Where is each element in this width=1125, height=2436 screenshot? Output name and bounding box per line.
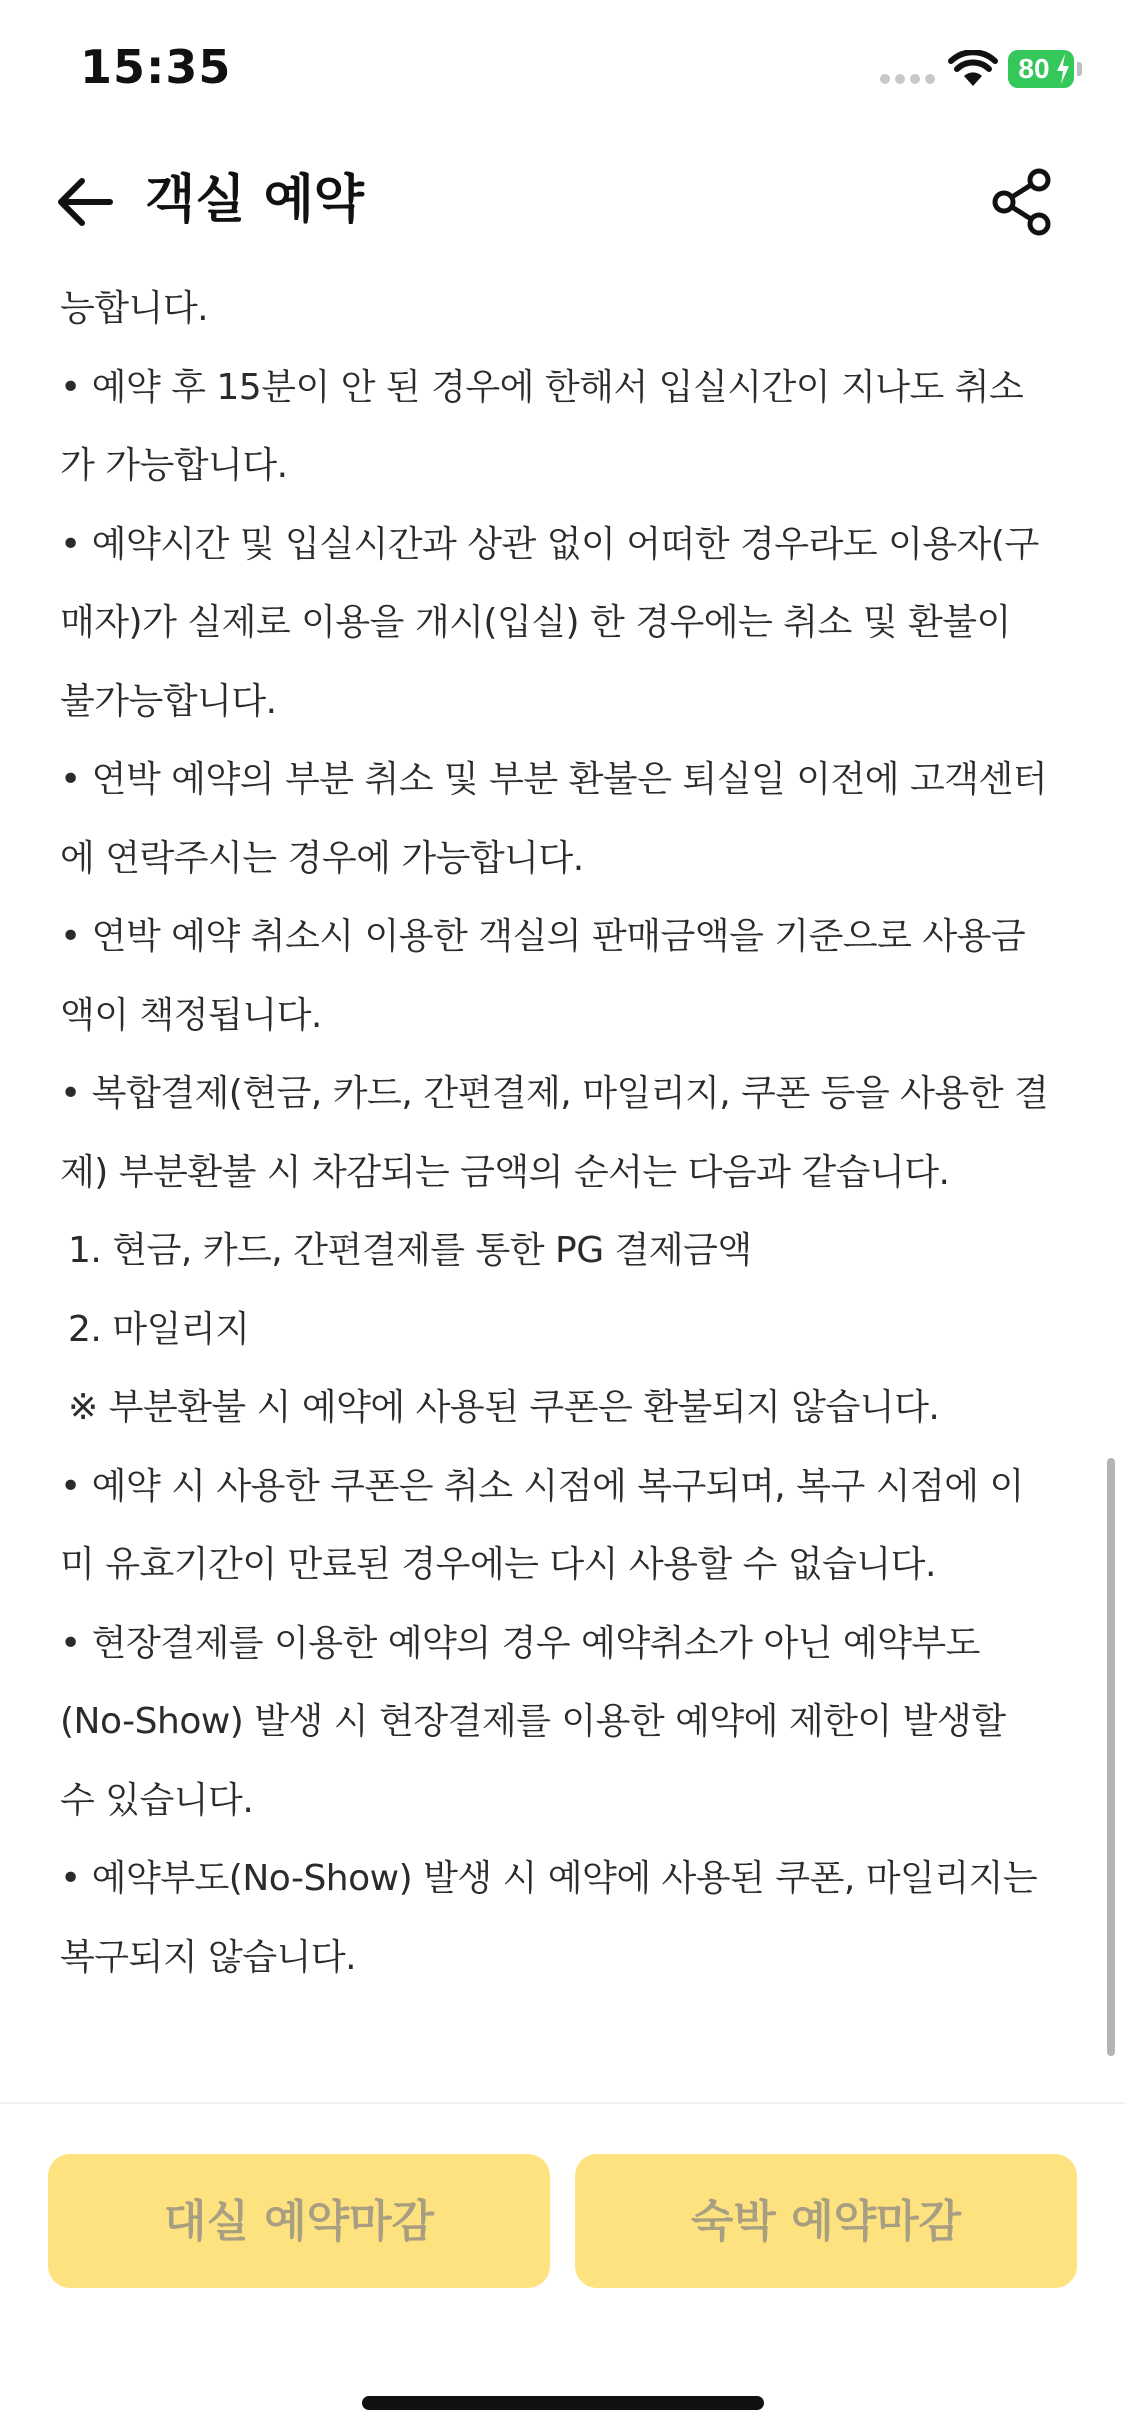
policy-line: ※ 부분환불 시 예약에 사용된 쿠폰은 환불되지 않습니다. (68, 1387, 940, 1428)
policy-line: • 예약부도(No-Show) 발생 시 예약에 사용된 쿠폰, 마일리지는 (60, 1858, 1038, 1899)
policy-line: 매자)가 실제로 이용을 개시(입실) 한 경우에는 취소 및 환불이 (60, 602, 1011, 643)
policy-line: 능합니다. (60, 288, 209, 329)
share-icon (982, 162, 1062, 242)
policy-line: 불가능합니다. (60, 680, 277, 722)
daesil-reservation-closed-button[interactable]: 대실 예약마감 (48, 2154, 550, 2288)
cancellation-policy-text (60, 270, 1070, 2070)
policy-line: • 복합결제(현금, 카드, 간편결제, 마일리지, 쿠폰 등을 사용한 결 (60, 1073, 1049, 1114)
policy-line: • 예약 시 사용한 쿠폰은 취소 시점에 복구되며, 복구 시점에 이 (60, 1465, 1024, 1507)
policy-line: 에 연락주시는 경우에 가능합니다. (60, 837, 584, 879)
battery-icon (1008, 50, 1074, 88)
battery-level: 80 (1018, 53, 1050, 84)
scrollbar[interactable] (1107, 1458, 1115, 2056)
page-title: 객실 예약 (145, 170, 365, 230)
policy-line: 미 유효기간이 만료된 경우에는 다시 사용할 수 없습니다. (60, 1544, 936, 1585)
header (0, 140, 1125, 270)
policy-line: 1. 현금, 카드, 간편결제를 통한 PG 결제금액 (68, 1230, 752, 1271)
charging-bolt-icon (1056, 54, 1070, 84)
status-time: 15:35 (80, 40, 232, 94)
bottom-action-bar (0, 2102, 1125, 2436)
cellular-signal-icon (880, 74, 936, 84)
policy-line: 수 있습니다. (60, 1779, 254, 1821)
policy-line: • 연박 예약 취소시 이용한 객실의 판매금액을 기준으로 사용금 (60, 916, 1026, 957)
policy-line: 가 가능합니다. (60, 445, 288, 486)
policy-line: • 현장결제를 이용한 예약의 경우 예약취소가 아닌 예약부도 (60, 1622, 980, 1664)
policy-line: 복구되지 않습니다. (60, 1936, 357, 1978)
share-button[interactable] (982, 162, 1062, 242)
status-bar (0, 0, 1125, 140)
policy-line: • 예약시간 및 입실시간과 상관 없이 어떠한 경우라도 이용자(구 (60, 523, 1039, 565)
policy-line: 액이 책정됩니다. (60, 994, 322, 1036)
policy-line: 2. 마일리지 (68, 1308, 250, 1350)
arrow-left-icon (48, 162, 128, 242)
battery-cap (1077, 62, 1082, 76)
policy-line: • 예약 후 15분이 안 된 경우에 한해서 입실시간이 지나도 취소 (60, 366, 1024, 408)
policy-line: 제) 부분환불 시 차감되는 금액의 순서는 다음과 같습니다. (60, 1151, 950, 1193)
policy-line: (No-Show) 발생 시 현장결제를 이용한 예약에 제한이 발생할 (60, 1701, 1006, 1742)
wifi-icon (948, 50, 998, 88)
policy-line: • 연박 예약의 부분 취소 및 부분 환불은 퇴실일 이전에 고객센터 (60, 759, 1048, 800)
back-button[interactable] (48, 162, 128, 242)
home-indicator[interactable] (362, 2396, 764, 2410)
sukbak-reservation-closed-button[interactable]: 숙박 예약마감 (575, 2154, 1077, 2288)
